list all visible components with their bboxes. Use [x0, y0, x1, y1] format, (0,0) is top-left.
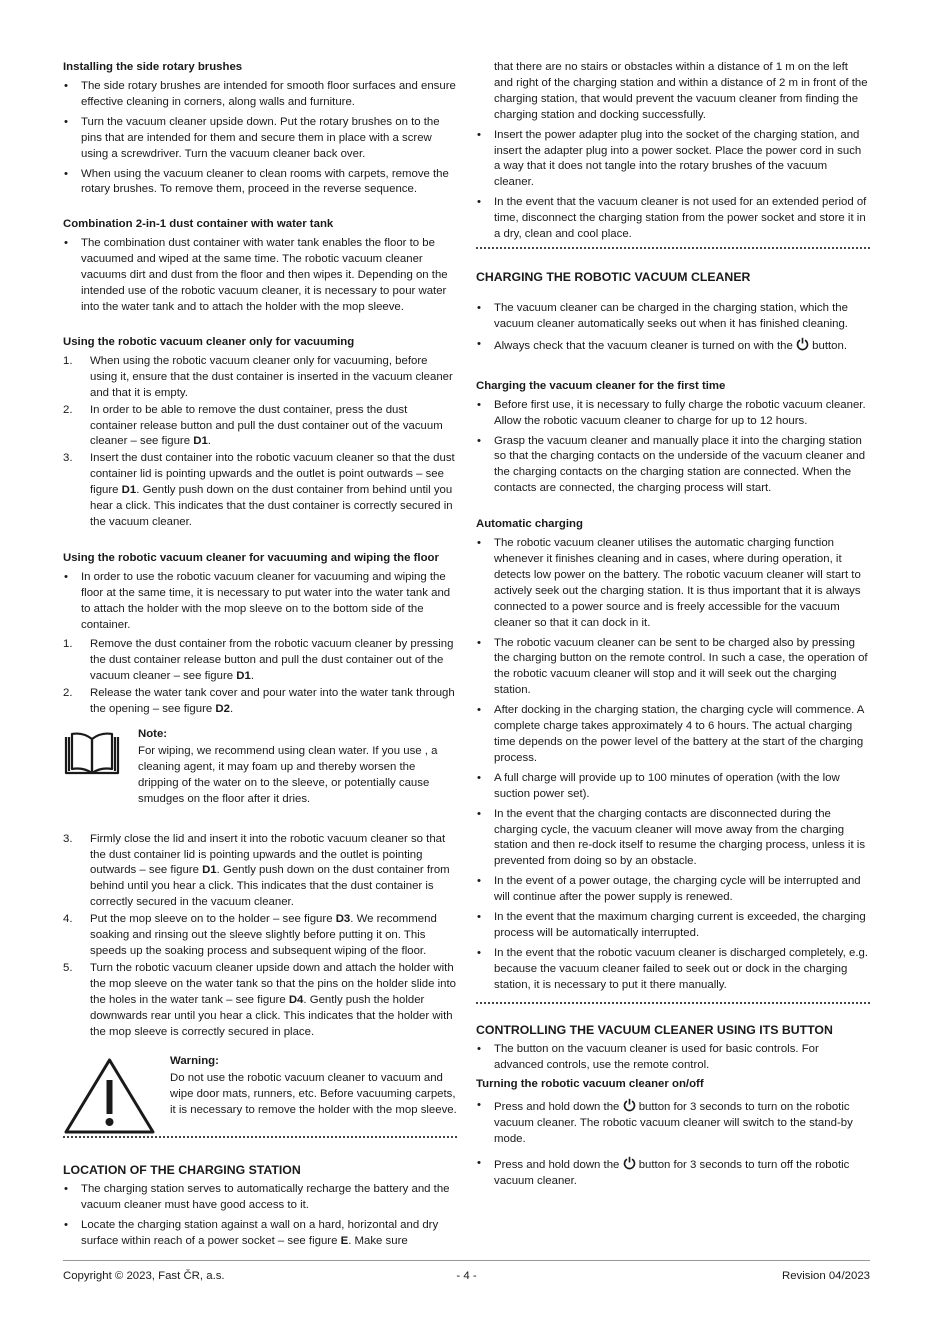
item-number: 1.	[63, 638, 73, 651]
power-icon	[796, 337, 809, 351]
list-item: • Grasp the vacuum cleaner and manually place it into the charging station so that the charging contacts on the underside of the vacuum cleaner and the charging contacts on the charging station are connected. When the contacts are connected, the charging process will start.	[476, 434, 870, 498]
list-item	[476, 1098, 870, 1148]
numbered-list	[63, 354, 457, 531]
section-heading: Using the robotic vacuum cleaner for vacuuming and wiping the floor	[63, 551, 439, 564]
item-text: . Gently push the holder downwards rear until you hear a click. This indicates that the holder with the mop sleeve is correctly secured in place.	[90, 993, 453, 1038]
list-item: • In the event of a power outage, the charging cycle will be interrupted and will continue after the power supply is renewed.	[476, 874, 870, 906]
item-text: button.	[809, 339, 848, 352]
warning-text: Do not use the robotic vacuum cleaner to vacuum and wipe door mats, runners, etc. Before vacuuming carpets, it is necessary to remove the holder with the mop sleeve.	[170, 1072, 457, 1117]
bullet-list	[63, 1182, 457, 1250]
numbered-list	[63, 637, 457, 718]
item-number: 1.	[63, 354, 73, 367]
section-heading: Automatic charging	[476, 518, 583, 531]
figure-ref: D1	[202, 864, 217, 877]
warning-title: Warning:	[170, 1055, 219, 1068]
figure-ref: E	[340, 1235, 349, 1248]
list-item: • In the event that the robotic vacuum cleaner is discharged completely, e.g. because the vacuum cleaner failed to seek out or dock in the charging station, it is necessary to put it there manually.	[476, 946, 870, 994]
item-text: .	[229, 703, 234, 716]
note-text: For wiping, we recommend using clean water. If you use , a cleaning agent, it may foam up and thereby worsen the dripping of the water on to the sleeve, or potentially cause smudges on the floor after it dries.	[138, 745, 438, 805]
dotted-divider	[63, 1136, 457, 1138]
copyright-text: Copyright © 2023, Fast ČR, a.s.	[63, 1270, 225, 1282]
bullet-list	[476, 536, 870, 993]
list-item: • The button on the vacuum cleaner is used for basic controls. For advanced controls, use the remote control.	[476, 1042, 870, 1074]
item-text: button for 3 seconds to turn on the robotic vacuum cleaner. The robotic vacuum cleaner will switch to the stand-by mode.	[494, 1101, 853, 1146]
item-text: Put the mop sleeve on to the holder – see figure	[90, 913, 336, 926]
section-heading: Using the robotic vacuum cleaner only for vacuuming	[63, 335, 355, 348]
bullet-list	[476, 1098, 870, 1190]
list-item	[63, 912, 457, 960]
list-item: • Before first use, it is necessary to fully charge the robotic vacuum cleaner. Allow the robotic vacuum cleaner to charge for up to 12 hours.	[476, 398, 870, 430]
item-text: Release the water tank cover and pour water into the water tank through the opening – see figure	[90, 687, 455, 716]
item-text: When using the robotic vacuum cleaner only for vacuuming, before using it, ensure that the dust container is inserted in the vacuum cleaner and that it is empty.	[90, 354, 453, 399]
figure-ref: D1	[121, 484, 137, 497]
list-item: • The combination dust container with water tank enables the floor to be vacuumed and wiped at the same time. The robotic vacuum cleaner vacuums dirt and dust from the floor and then wipes it. Depending on the intended use of the robotic vacuum cleaner, it is necessary to pour water into the water tank and to attach the holder with the mop sleeve.	[63, 236, 457, 316]
page-number: - 4 -	[456, 1270, 477, 1282]
book-icon	[63, 729, 121, 777]
list-item: • A full charge will provide up to 100 minutes of operation (with the low suction power set).	[476, 771, 870, 803]
dotted-divider	[476, 247, 870, 249]
section-heading: Combination 2-in-1 dust container with water tank	[63, 218, 334, 231]
list-item: • The robotic vacuum cleaner utilises the automatic charging function whenever it finishes cleaning and in cases, where during operation, it detects low power on the battery. The robotic vacuum cleaner will start to actively seek out the charging station. It is thus important that it is always connected to a power source and is freely accessible for the vacuum cleaner so that it can dock in it.	[476, 536, 870, 631]
bullet-list	[63, 79, 457, 198]
revision-text: Revision 04/2023	[781, 1270, 870, 1282]
figure-ref: D1	[193, 435, 208, 448]
right-column	[476, 60, 870, 1194]
item-text: Remove the dust container from the robotic vacuum cleaner by pressing the dust container release button and pull the dust container out of the vacuum cleaner – see figure	[90, 638, 454, 683]
item-text: . Make sure	[348, 1235, 408, 1248]
warning-box	[63, 1054, 457, 1134]
bullet-list	[476, 1042, 870, 1074]
section-heading: LOCATION OF THE CHARGING STATION	[63, 1163, 301, 1178]
list-item: • Insert the power adapter plug into the socket of the charging station, and insert the adapter plug into a power socket. Place the power cord in such a way that it does not tangle into the rotary brushes of the vacuum cleaner.	[476, 128, 870, 192]
figure-ref: D1	[236, 670, 251, 683]
figure-ref: D2	[215, 703, 230, 716]
item-text: Press and hold down the	[494, 1159, 623, 1172]
list-item	[63, 1218, 457, 1250]
numbered-list	[63, 832, 457, 1041]
item-text: button for 3 seconds to turn off the robotic vacuum cleaner.	[494, 1159, 850, 1188]
list-item: • When using the vacuum cleaner to clean rooms with carpets, remove the rotary brushes. To remove them, proceed in the reverse sequence.	[63, 167, 457, 199]
bullet-list	[476, 128, 870, 243]
left-column	[63, 60, 457, 1254]
item-text: . Gently push down on the dust container from behind until you hear a click. This indicates that the dust container is correctly secured in the vacuum cleaner.	[90, 864, 450, 909]
list-item: • The robotic vacuum cleaner can be sent to be charged also by pressing the charging button on the remote control. In such a case, the operation of the robotic vacuum cleaner will stop and it will seek out the charging station.	[476, 636, 870, 700]
list-item	[63, 403, 457, 451]
item-text: Turn the robotic vacuum cleaner upside down and attach the holder with the mop sleeve on the water tank so that the pins on the holder slide into the holes in the water tank – see figure	[90, 961, 456, 1006]
section-heading: Installing the side rotary brushes	[63, 61, 243, 73]
item-number: 4.	[63, 913, 73, 926]
continued-text: that there are no stairs or obstacles within a distance of 1 m on the left and right of the charging station and within a distance of 2 m in front of the charging station, that would prevent the vacuum cleaner from finding the charging station and docking successfully.	[494, 61, 868, 121]
item-text: .	[250, 670, 254, 683]
power-icon	[623, 1098, 636, 1112]
list-item: • In the event that the maximum charging current is exceeded, the charging process will be automatically interrupted.	[476, 910, 870, 942]
list-item	[63, 686, 457, 718]
warning-triangle-icon	[63, 1056, 156, 1136]
item-number: 2.	[63, 403, 73, 416]
note-box	[63, 727, 457, 808]
item-text: Firmly close the lid and insert it into the robotic vacuum cleaner so that the dust container lid is pointing upwards and the outlet is pointing outwards – see figure	[90, 832, 446, 877]
list-item: • In order to use the robotic vacuum cleaner for vacuuming and wiping the floor at the same time, it is necessary to put water into the water tank and to attach the holder with the mop sleeve on to the bottom side of the container.	[63, 570, 457, 634]
list-item: • In the event that the vacuum cleaner is not used for an extended period of time, disconnect the charging station from the power socket and store it in a dry, clean and cool place.	[476, 195, 870, 243]
item-text: Press and hold down the	[494, 1101, 623, 1114]
section-heading: Charging the vacuum cleaner for the first time	[476, 379, 726, 392]
item-text: Insert the dust container into the robotic vacuum cleaner so that the dust container lid is pointing upwards and the outlet is point outwards – see figure	[90, 452, 455, 497]
item-text: .	[207, 435, 211, 448]
list-item	[476, 337, 870, 355]
subsection-heading: Turning the robotic vacuum cleaner on/off	[476, 1078, 704, 1091]
list-item: • The vacuum cleaner can be charged in the charging station, which the vacuum cleaner automatically seeks out when it has finished cleaning.	[476, 301, 870, 333]
figure-ref: D3	[335, 913, 351, 926]
list-item: • The side rotary brushes are intended for smooth floor surfaces and ensure effective cleaning in corners, along walls and furniture.	[63, 79, 457, 111]
item-number: 2.	[63, 687, 73, 700]
item-text: . Gently push down on the dust container from behind until you hear a click. This indicates that the dust container is correctly secured in the vacuum cleaner.	[90, 484, 453, 528]
bullet-list	[476, 301, 870, 355]
item-text: . We recommend soaking and rinsing out the sleeve slightly before putting it on. This speeds up the soaking process and subsequent wiping of the floor.	[90, 913, 437, 957]
item-text: Always check that the vacuum cleaner is turned on with the	[494, 339, 797, 352]
list-item	[63, 354, 457, 402]
item-text: In order to be able to remove the dust container, press the dust container release button and pull the dust container out of the vacuum cleaner – see figure	[90, 403, 443, 448]
figure-ref: D4	[288, 993, 304, 1006]
section-heading: CONTROLLING THE VACUUM CLEANER USING ITS BUTTON	[476, 1022, 833, 1037]
bullet-list	[476, 398, 870, 497]
list-item: • In the event that the charging contacts are disconnected during the charging cycle, the vacuum cleaner will move away from the charging station and then re-dock itself to resume the charging process, unless it is prevented from doing so by an obstacle.	[476, 807, 870, 871]
item-number: 3.	[63, 452, 73, 465]
section-heading: CHARGING THE ROBOTIC VACUUM CLEANER	[476, 269, 751, 284]
note-title: Note:	[138, 728, 168, 740]
list-item	[63, 451, 457, 531]
list-item	[63, 637, 457, 685]
list-item: • Turn the vacuum cleaner upside down. Put the rotary brushes on to the pins that are intended for them and secure them in place with a screw using a screwdriver. Turn the vacuum cleaner back over.	[63, 115, 457, 163]
list-item: • After docking in the charging station, the charging cycle will commence. A complete charge takes approximately 4 to 6 hours. The actual charging time depends on the power level of the battery at the start of the charging process.	[476, 703, 870, 767]
power-icon	[623, 1156, 636, 1170]
list-item	[476, 1156, 870, 1190]
bullet-list	[63, 570, 457, 634]
page-footer	[63, 1260, 870, 1286]
list-item: • The charging station serves to automatically recharge the battery and the vacuum cleaner must have good access to it.	[63, 1182, 457, 1214]
list-item	[63, 961, 457, 1041]
item-number: 3.	[63, 832, 73, 845]
item-text: Locate the charging station against a wall on a hard, horizontal and dry surface within reach of a power socket – see figure	[81, 1219, 439, 1248]
bullet-list	[63, 236, 457, 316]
item-number: 5.	[63, 961, 73, 974]
dotted-divider	[476, 1002, 870, 1004]
list-item	[63, 832, 457, 912]
